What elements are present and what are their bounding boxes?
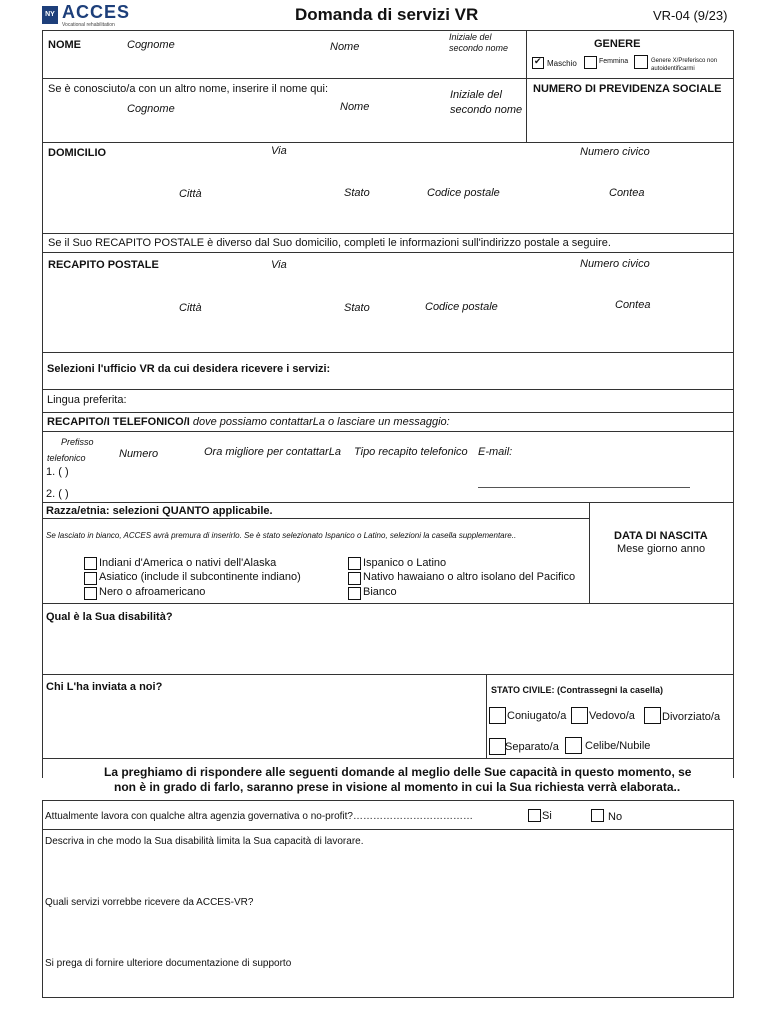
femmina-checkbox[interactable] — [584, 56, 597, 69]
other-name-prompt: Se è conosciuto/a con un altro nome, inserire il nome qui: — [48, 83, 329, 95]
telefono-label — [47, 416, 450, 428]
lavoro-si-checkbox[interactable] — [528, 809, 541, 822]
recapito-cap: Codice postale — [425, 301, 498, 313]
recapito-via: Via — [271, 259, 287, 271]
tipo-label: Tipo recapito telefonico — [354, 446, 468, 458]
separato-checkbox[interactable] — [489, 738, 506, 755]
recapito-citta: Città — [179, 302, 202, 314]
domicilio-citta: Città — [179, 188, 202, 200]
femmina-label: Femmina — [599, 58, 629, 65]
other-cognome-label: Cognome — [127, 103, 175, 115]
logo-text: ACCES — [62, 2, 131, 22]
limita-question: Descriva in che modo la Sua disabilità limita la Sua capacità di lavorare. — [45, 836, 364, 847]
recapito-numero: Numero civico — [580, 258, 650, 270]
ufficio-label: Selezioni l'ufficio VR da cui desidera ricevere i servizi: — [47, 363, 331, 375]
stato-civile-label: STATO CIVILE: (Contrassegni la casella) — [491, 685, 664, 695]
acces-logo — [42, 4, 142, 30]
razza-option-1: Indiani d'America o nativi dell'Alaska — [99, 557, 277, 569]
domicilio-stato: Stato — [344, 187, 370, 199]
genere-x-label: Genere X/Preferisco non autoidentificarmi — [651, 58, 718, 72]
recapito-stato: Stato — [344, 302, 370, 314]
inviata-label: Chi L'ha inviata a noi? — [46, 681, 163, 693]
lingua-label: Lingua preferita: — [47, 394, 127, 406]
dob-format: Mese giorno anno — [617, 543, 706, 555]
numero-label: Numero — [119, 448, 159, 460]
domicilio-label: DOMICILIO — [48, 147, 107, 159]
form-code: VR-04 (9/23) — [653, 8, 728, 23]
razza-option-2: Asiatico (include il subcontinente indiano) — [99, 571, 301, 583]
razza-option-5: Nativo hawaiano o altro isolano del Pacifico — [363, 571, 576, 583]
separato-label: Separato/a — [505, 741, 559, 753]
lavoro-no-checkbox[interactable] — [591, 809, 604, 822]
razza-checkbox-1[interactable] — [84, 557, 97, 570]
intro-line-1: La preghiamo di rispondere alle seguenti domande al meglio delle Sue capacità in questo momento, se — [104, 765, 692, 779]
disabilita-label: Qual è la Sua disabilità? — [46, 611, 173, 623]
razza-option-6: Bianco — [363, 586, 397, 598]
servizi-question: Quali servizi vorrebbe ricevere da ACCES-VR? — [45, 897, 254, 908]
name-label: NOME — [48, 39, 81, 51]
cognome-label: Cognome — [127, 39, 175, 51]
email-underline — [478, 487, 690, 488]
phone-row-2: 2. ( ) — [46, 488, 69, 500]
razza-option-4: Ispanico o Latino — [363, 557, 447, 569]
email-label: E-mail: — [478, 446, 513, 458]
ora-label: Ora migliore per contattarLa — [204, 446, 341, 458]
celibe-label: Celibe/Nubile — [585, 740, 651, 752]
ssn-label: NUMERO DI PREVIDENZA SOCIALE — [533, 83, 722, 95]
dob-label: DATA DI NASCITA — [614, 530, 708, 542]
domicilio-via: Via — [271, 145, 287, 157]
razza-note: Se lasciato in bianco, ACCES avrà premura di inserirlo. Se è stato selezionato Ispanico o Latino, selezioni la casella supplementare.. — [46, 531, 517, 540]
divorziato-checkbox[interactable] — [644, 707, 661, 724]
razza-checkbox-4[interactable] — [348, 557, 361, 570]
razza-checkbox-6[interactable] — [348, 587, 361, 600]
other-iniziale-label: Iniziale del secondo nome — [450, 89, 523, 116]
domicilio-numero: Numero civico — [580, 146, 650, 158]
genere-label: GENERE — [594, 38, 641, 50]
lavoro-si-label: Si — [542, 810, 552, 822]
prefisso-label: Prefisso — [61, 437, 94, 447]
recapito-note: Se il Suo RECAPITO POSTALE è diverso dal Suo domicilio, completi le informazioni sull'indirizzo postale a seguire. — [48, 237, 611, 249]
domicilio-contea: Contea — [609, 187, 645, 199]
genere-x-checkbox[interactable] — [634, 55, 648, 69]
maschio-checkbox[interactable] — [532, 57, 544, 69]
nome-label: Nome — [330, 41, 360, 53]
vedovo-checkbox[interactable] — [571, 707, 588, 724]
lavoro-no-label: No — [608, 811, 623, 823]
razza-checkbox-2[interactable] — [84, 572, 97, 585]
razza-label: Razza/etnia: selezioni QUANTO applicabile. — [46, 505, 273, 517]
coniugato-label: Coniugato/a — [507, 710, 567, 722]
vedovo-label: Vedovo/a — [589, 710, 635, 722]
ny-badge-icon: NY — [42, 6, 58, 24]
divorziato-label: Divorziato/a — [662, 711, 721, 723]
recapito-contea: Contea — [615, 299, 651, 311]
intro-line-2: non è in grado di farlo, saranno prese in visione al momento in cui la Sua richiesta verrà elaborata.. — [114, 780, 681, 794]
phone-row-1: 1. ( ) — [46, 466, 69, 478]
domicilio-cap: Codice postale — [427, 187, 500, 199]
other-nome-label: Nome — [340, 101, 370, 113]
lavoro-question: Attualmente lavora con qualche altra agenzia governativa o no-profit?……………………………… — [45, 811, 473, 822]
razza-checkbox-3[interactable] — [84, 587, 97, 600]
logo-subtitle: Vocational rehabilitation — [62, 22, 115, 28]
documentazione-question: Si prega di fornire ulteriore documentazione di supporto — [45, 958, 292, 969]
maschio-label: Maschio — [547, 59, 577, 68]
coniugato-checkbox[interactable] — [489, 707, 506, 724]
telefonico-label: telefonico — [47, 453, 86, 463]
iniziale-label: Iniziale del secondo nome — [449, 32, 509, 53]
telefono-label-rest: dove possiamo contattarLa o lasciare un messaggio: — [189, 416, 450, 428]
recapito-label: RECAPITO POSTALE — [48, 259, 159, 271]
celibe-checkbox[interactable] — [565, 737, 582, 754]
telefono-label-bold: RECAPITO/I TELEFONICO/I — [47, 416, 190, 428]
page-title: Domanda di servizi VR — [295, 5, 479, 24]
razza-option-3: Nero o afroamericano — [99, 586, 206, 598]
razza-checkbox-5[interactable] — [348, 572, 361, 585]
